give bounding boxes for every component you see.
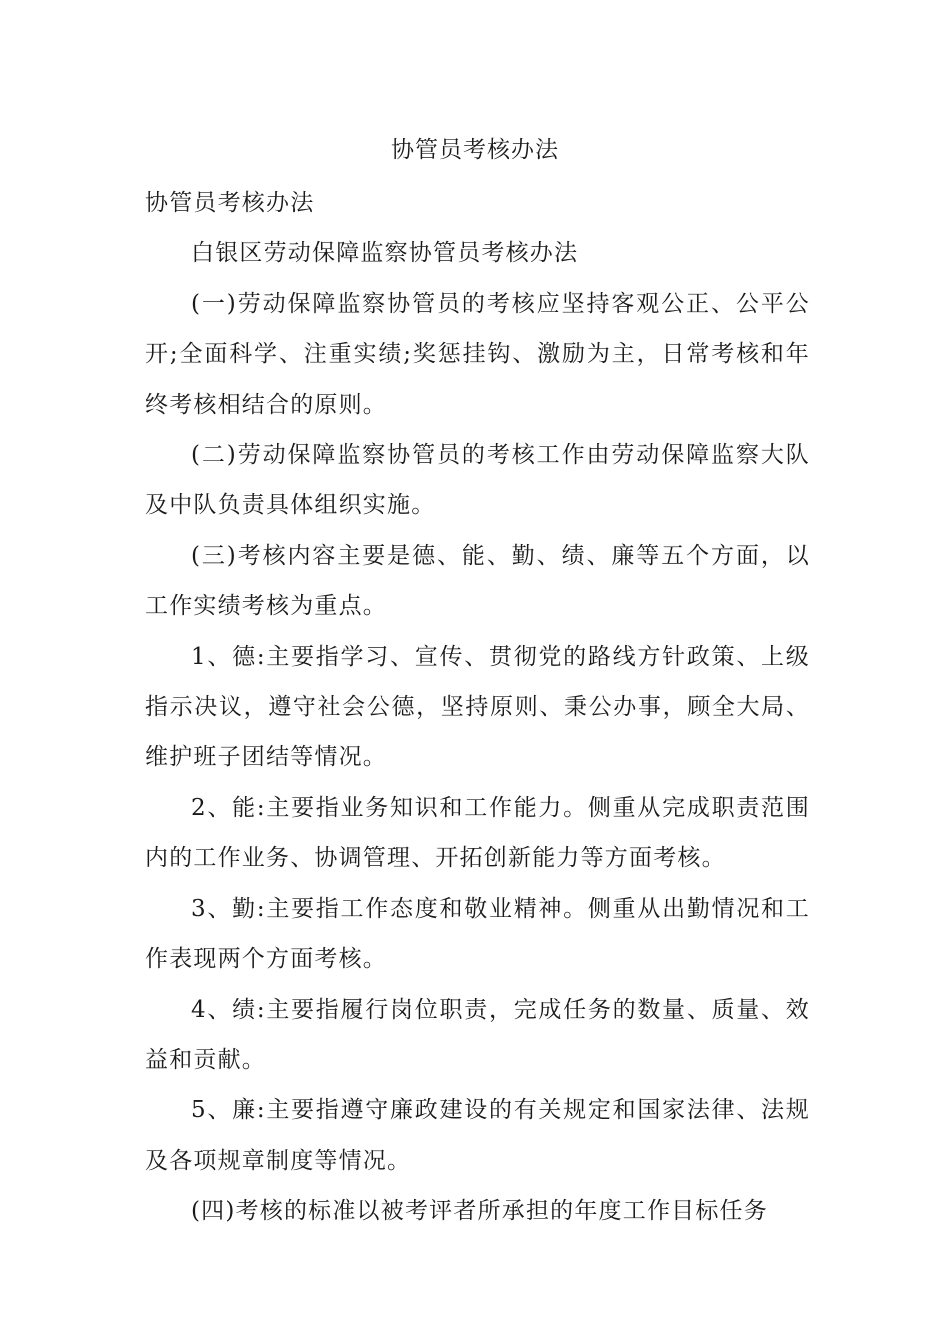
paragraph-qin: 3、勤:主要指工作态度和敬业精神。侧重从出勤情况和工作表现两个方面考核。	[145, 895, 810, 973]
paragraph-2: (二)劳动保障监察协管员的考核工作由劳动保障监察大队及中队负责具体组织实施。	[145, 442, 810, 519]
paragraph-1: (一)劳动保障监察协管员的考核应坚持客观公正、公平公开;全面科学、注重实绩;奖惩挂钩、激励为主，日常考核和年终考核相结合的原则。	[145, 290, 810, 418]
paragraph-3: (三)考核内容主要是德、能、勤、绩、廉等五个方面，以工作实绩考核为重点。	[145, 542, 810, 620]
paragraph-de: 1、德:主要指学习、宣传、贯彻党的路线方针政策、上级指示决议，遵守社会公德，坚持原则、秉公办事，顾全大局、维护班子团结等情况。	[145, 643, 810, 771]
document-title: 协管员考核办法	[391, 137, 559, 163]
body-heading: 协管员考核办法	[145, 190, 315, 216]
document-body	[145, 178, 810, 1237]
paragraph-ji: 4、绩:主要指履行岗位职责，完成任务的数量、质量、效益和贡献。	[145, 996, 810, 1073]
paragraph-lian: 5、廉:主要指遵守廉政建设的有关规定和国家法律、法规及各项规章制度等情况。	[145, 1097, 810, 1174]
paragraph-subtitle: 白银区劳动保障监察协管员考核办法	[191, 240, 579, 267]
paragraph-neng: 2、能:主要指业务知识和工作能力。侧重从完成职责范围内的工作业务、协调管理、开拓创新能力等方面考核。	[145, 794, 810, 872]
paragraph-4: (四)考核的标准以被考评者所承担的年度工作目标任务	[191, 1198, 768, 1225]
